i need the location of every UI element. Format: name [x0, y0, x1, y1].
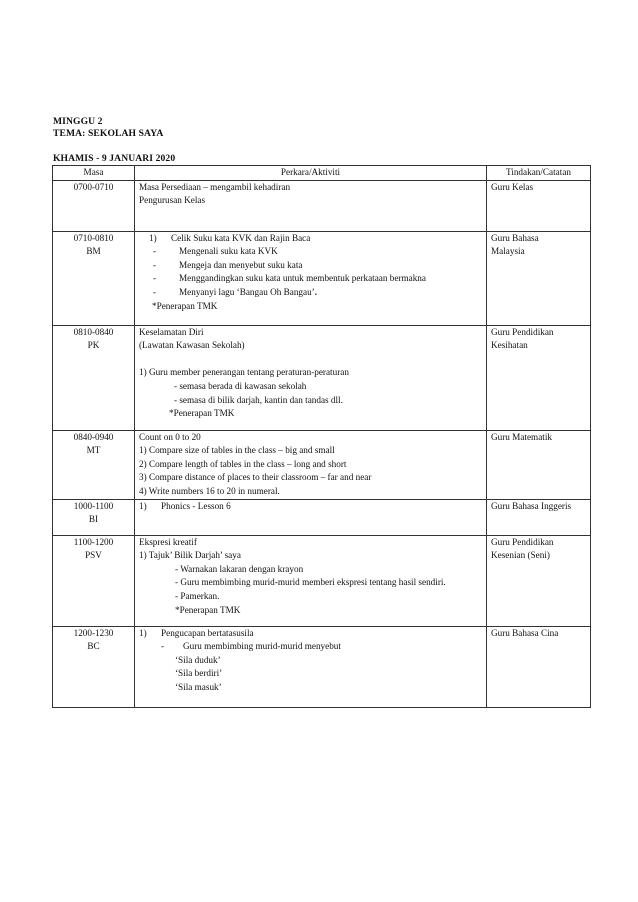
action-line: Guru Bahasa: [491, 232, 539, 243]
subject-code: MT: [86, 445, 101, 456]
activity-cell: [135, 535, 487, 626]
action-line: Guru Matematik: [491, 431, 552, 442]
activity-cell: [135, 325, 487, 430]
table-row: [53, 430, 591, 499]
activity-line: - Menyanyi lagu ‘Bangau Oh Bangau’.: [139, 286, 482, 300]
action-line: Guru Kelas: [491, 181, 534, 192]
action-line: Guru Pendidikan: [491, 326, 554, 337]
activity-line: 2) Compare length of tables in the class – long and short: [139, 458, 347, 469]
activity-line: 1) Guru member penerangan tentang peraturan-peraturan: [139, 367, 349, 378]
list-dash: -: [161, 641, 165, 652]
table-header-row: [53, 166, 591, 181]
column-header-masa: Masa: [53, 166, 135, 181]
list-dash: -: [153, 286, 157, 297]
activity-line: 3) Compare distance of places to their classroom – far and near: [139, 472, 372, 483]
activity-line: - Mengeja dan menyebut suku kata: [139, 259, 482, 273]
action-line: Guru Pendidikan: [491, 536, 554, 547]
table-row: [53, 325, 591, 430]
column-header-tindakan: Tindakan/Catatan: [487, 166, 591, 181]
list-dash: -: [153, 259, 157, 270]
activity-line: - Guru membimbing murid-murid menyebut: [139, 640, 482, 654]
table-row: [53, 626, 591, 707]
activity-line: ‘Sila duduk’: [175, 654, 221, 665]
action-cell: [487, 535, 591, 626]
activity-line: Keselamatan Diri: [139, 326, 204, 337]
schedule-table: [52, 165, 591, 708]
subject-code: PSV: [85, 550, 102, 561]
activity-cell: [135, 626, 487, 707]
activity-cell: [135, 430, 487, 499]
time-cell: [53, 325, 135, 430]
activity-line: - Menggandingkan suku kata untuk membentuk perkataan bermakna: [139, 272, 482, 286]
time-cell: [53, 430, 135, 499]
activity-line: 4) Write numbers 16 to 20 in numeral.: [139, 485, 280, 496]
time-cell: [53, 180, 135, 231]
list-dash: -: [153, 246, 157, 257]
action-cell: [487, 231, 591, 325]
table-row: [53, 180, 591, 231]
activity-cell: [135, 231, 487, 325]
day-heading: KHAMIS - 9 JANUARI 2020: [53, 153, 176, 164]
activity-line: 1) Compare size of tables in the class – big and small: [139, 445, 335, 456]
activity-line: ‘Sila masuk’: [175, 681, 222, 692]
time-cell: [53, 626, 135, 707]
activity-line: Pengurusan Kelas: [139, 195, 206, 206]
activity-line: Count on 0 to 20: [139, 431, 201, 442]
theme-heading: TEMA: SEKOLAH SAYA: [53, 128, 164, 139]
time-text: 1200-1230: [73, 627, 114, 638]
list-number: 1): [139, 500, 147, 511]
action-cell: [487, 430, 591, 499]
time-text: 0710-0810: [73, 232, 114, 243]
action-cell: [487, 499, 591, 535]
time-text: 1100-1200: [73, 536, 114, 547]
action-cell: [487, 325, 591, 430]
activity-line: 1) Celik Suku kata KVK dan Rajin Baca: [139, 232, 482, 246]
activity-line: (Lawatan Kawasan Sekolah): [139, 340, 245, 351]
subject-code: BM: [86, 246, 101, 257]
action-line: Kesihatan: [491, 340, 528, 351]
time-text: 0810-0840: [73, 326, 114, 337]
time-cell: [53, 535, 135, 626]
activity-line: *Penerapan TMK: [169, 408, 235, 419]
list-number: 1): [149, 232, 157, 243]
time-cell: [53, 499, 135, 535]
action-cell: [487, 180, 591, 231]
activity-line: Ekspresi kreatif: [139, 536, 197, 547]
activity-line: - semasa di bilik darjah, kantin dan tandas dll.: [174, 394, 343, 405]
action-line: Guru Bahasa Inggeris: [491, 500, 572, 511]
activity-cell: [135, 180, 487, 231]
time-text: 0840-0940: [73, 431, 114, 442]
action-line: Guru Bahasa Cina: [491, 627, 559, 638]
activity-cell: [135, 499, 487, 535]
activity-line: *Penerapan TMK: [152, 300, 218, 311]
list-dash: -: [153, 273, 157, 284]
subject-code: PK: [87, 340, 100, 351]
action-cell: [487, 626, 591, 707]
activity-line: - Pamerkan.: [175, 590, 220, 601]
action-line: Kesenian (Seni): [491, 550, 550, 561]
column-header-perkara: Perkara/Aktiviti: [135, 166, 487, 181]
activity-line: - Warnakan lakaran dengan krayon: [175, 563, 304, 574]
activity-line: Masa Persediaan – mengambil kehadiran: [139, 181, 291, 192]
activity-line: - Guru membimbing murid-murid memberi ekspresi tentang hasil sendiri.: [175, 577, 446, 588]
activity-line: 1) Phonics - Lesson 6: [139, 500, 482, 514]
table-row: [53, 499, 591, 535]
table-row: [53, 535, 591, 626]
action-line: Malaysia: [491, 246, 525, 257]
time-text: 0700-0710: [73, 181, 114, 192]
subject-code: BI: [88, 514, 99, 525]
activity-line: ‘Sila berdiri’: [175, 668, 223, 679]
week-heading: MINGGU 2: [53, 116, 103, 127]
activity-line: 1) Pengucapan bertatasusila: [139, 627, 482, 641]
time-text: 1000-1100: [73, 500, 114, 511]
activity-line: - semasa berada di kawasan sekolah: [174, 380, 307, 391]
activity-line: - Mengenali suku kata KVK: [139, 245, 482, 259]
time-cell: [53, 231, 135, 325]
activity-line: 1) Tajuk’ Bilik Darjah’ saya: [139, 550, 241, 561]
subject-code: BC: [87, 641, 100, 652]
table-row: [53, 231, 591, 325]
activity-line: *Penerapan TMK: [175, 604, 241, 615]
list-number: 1): [139, 627, 147, 638]
